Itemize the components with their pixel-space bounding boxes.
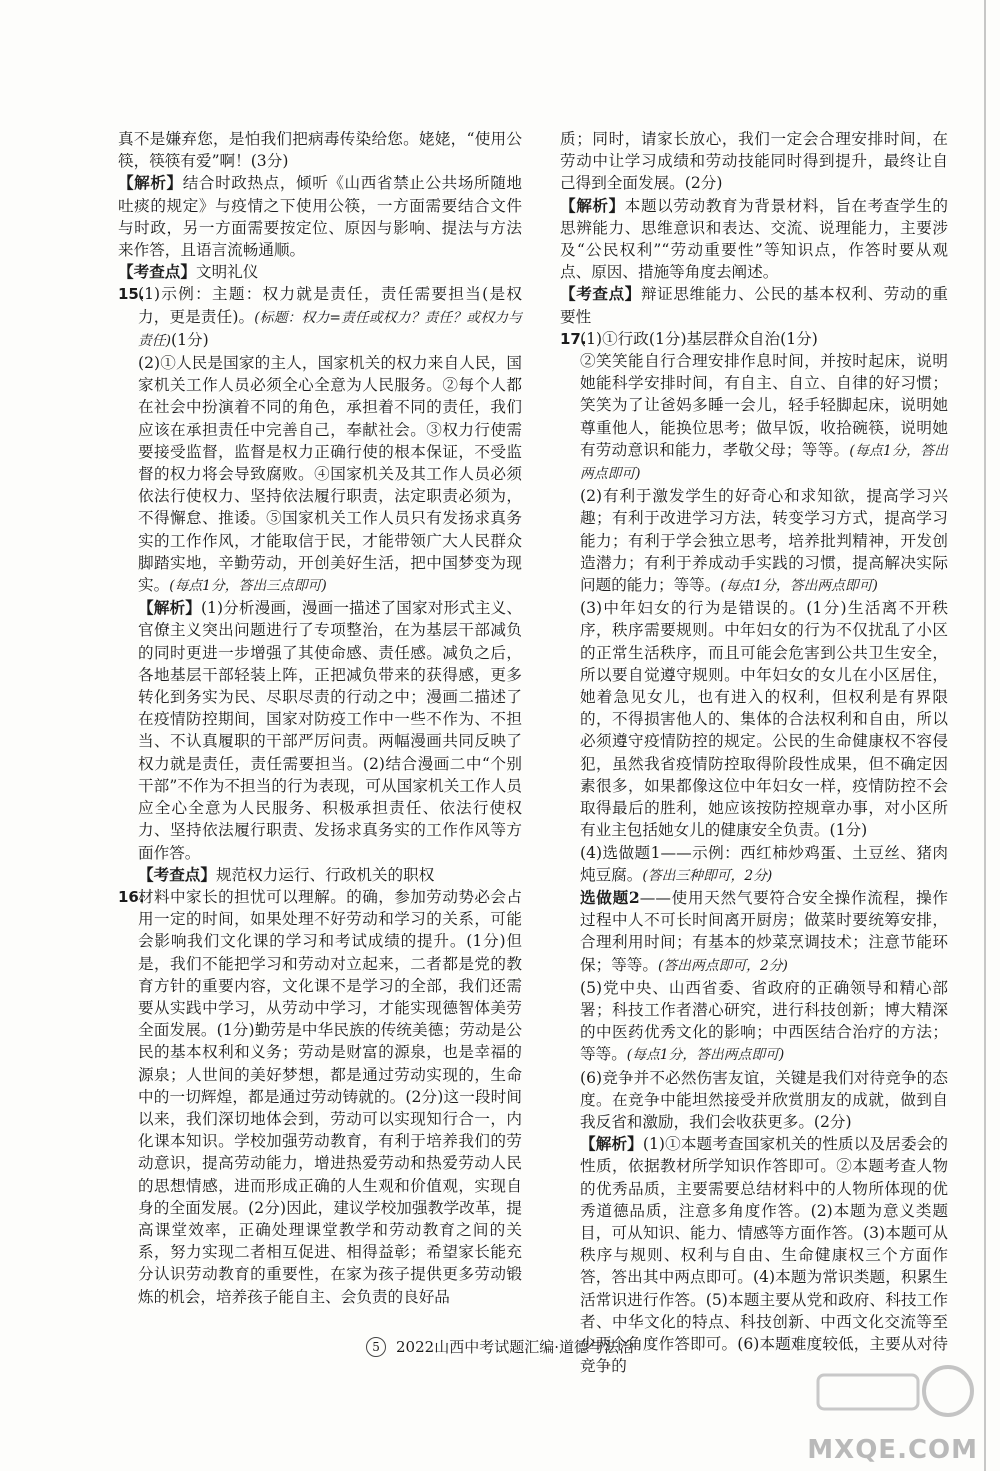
q16-answer-tail: 质；同时，请家长放心，我们一定会合理安排时间，在劳动中让学习成绩和劳动技能同时得到提升，最终让自己得到全面发展。(2分) <box>560 130 948 193</box>
option2-label: 选做题2 <box>580 887 640 907</box>
q17-part6: (6)竞争并不必然伤害友谊，关键是我们对待竞争的态度。在竞争中能坦然接受并欣赏朋友的成就，做到自我反省和激励，我们会收获更多。(2分) <box>580 1068 948 1131</box>
right-column <box>560 128 948 1377</box>
q17-part4 <box>580 842 948 887</box>
page-edge-line <box>984 0 986 1471</box>
q17-part5 <box>580 977 948 1067</box>
page-number: 5 <box>366 1337 386 1357</box>
q14-answer-tail: 真不是嫌弃您，是怕我们把病毒传染给您。姥姥，“使用公筷，筷筷有爱”啊！(3分) <box>118 130 522 171</box>
q16-answer: 材料中家长的担忧可以理解。的确，参加劳动势必会占用一定的时间，如果处理不好劳动和学习的关系，可能会影响我们文化课的学习和考试成绩的提升。(1分)但是，我们不能把学习和劳动对立起来，二者都是党的教育方针的重要内容，文化课不是学习的全部，我们还需要从实践中学习，从劳动中学习，才能实现德智体美劳全面发展。(1分)勤劳是中华民族的传统美德；劳动是公民的基本权利和义务；劳动是财富的源泉，也是幸福的源泉；人世间的美好梦想，都是通过劳动实现的，生命中的一切辉煌，都是通过劳动铸就的。(2分)这一段时间以来，我们深切地体会到，劳动可以实现知行合一，内化课本知识。学校加强劳动教育，有利于培养我们的劳动意识，提高劳动能力，增进热爱劳动和热爱劳动人民的思想情感，进而形成正确的人生观和价值观，实现自身的全面发展。(2分)因此，建议学校加强教学改革，提高课堂效率，正确处理课堂教学和劳动教育之间的关系，努力实现二者相互促进、相得益彰；希望家长能充分认识劳动教育的重要性，在家为孩子提供更多劳动锻炼的机会，培养孩子能自主、会负责的良好品 <box>138 887 522 1306</box>
question-17 <box>560 328 948 1378</box>
q17-part5-text: (5)党中央、山西省委、省政府的正确领导和精心部署；科技工作者潜心研究，进行科技创新；博大精深的中医药优秀文化的影响；中西医结合治疗的方法；等等。 <box>580 978 948 1064</box>
q15-analysis <box>138 597 522 863</box>
analysis-tag: 【解析】 <box>560 195 625 215</box>
left-column <box>118 128 522 1308</box>
q17-part4-text: (4)选做题1——示例：西红柿炒鸡蛋、土豆丝、猪肉炖豆腐。 <box>580 843 948 884</box>
q15-part2-note: (每点1分，答出三点即可) <box>169 578 327 595</box>
q17-part5-note: (每点1分，答出两点即可) <box>626 1047 785 1064</box>
q15-part1 <box>138 283 522 352</box>
question-number: 15. <box>118 285 145 304</box>
q14-analysis <box>118 172 522 261</box>
analysis-text: 本题以劳动教育为背景材料，旨在考查学生的思辨能力、思维意识和表达、交流、说理能力，主要涉及“公民权利”“劳动重要性”等知识点，作答时要从观点、原因、措施等角度去阐述。 <box>560 196 948 282</box>
question-number: 17. <box>560 329 587 348</box>
analysis-tag: 【解析】 <box>118 173 183 193</box>
question-15 <box>118 283 522 885</box>
q17-part4b-text: ——使用天然气要符合安全操作流程，操作过程中人不可长时间离开厨房；做菜时要统筹安排，合理利用时间；有基本的炒菜烹调技术；注意节能环保；等等。 <box>580 888 948 974</box>
q15-knowledge-point <box>138 864 522 886</box>
q15-part1-score: (1分) <box>170 330 209 349</box>
q15-part2-text: (2)①人民是国家的主人，国家机关的权力来自人民，国家机关工作人员必须全心全意为人民服务。②每个人都在社会中扮演着不同的角色，承担着不同的责任，我们应该在承担责任中完善自己，奉献社会。③权力行使需要接受监督，监督是权力正确行使的根本保证，不受监督的权力将会导致腐败。④国家机关及其工作人员必须依法行使权力、坚持依法履行职责，法定职责必须为，不得懈怠、推诿。⑤国家机关工作人员只有发扬求真务实的工作作风，才能取信于民，才能带领广大人民群众脚踏实地，辛勤劳动，开创美好生活，把中国梦变为现实。 <box>138 354 522 595</box>
analysis-text: (1)分析漫画，漫画一描述了国家对形式主义、官僚主义突出问题进行了专项整治，在为基层干部减负的同时更进一步增强了其使命感、责任感。减负之后，各地基层干部轻装上阵，正把减负带来的获得感，更多转化到务实为民、尽职尽责的行动之中；漫画二描述了在疫情防控期间，国家对防疫工作中一些不作为、不担当、不认真履职的干部严厉问责。两幅漫画共同反映了权力就是责任，责任需要担当。(2)结合漫画二中“个别干部”不作为不担当的行为表现，可从国家机关工作人员应全心全意为人民服务、积极承担责任、依法行使权力、坚持依法履行职责、发扬求真务实的工作作风等方面作答。 <box>138 599 522 862</box>
point-text: 文明礼仪 <box>195 263 259 282</box>
q17-part2-text: (2)有利于激发学生的好奇心和求知欲，提高学习兴趣；有利于改进学习方法，转变学习方式，提高学习能力；有利于学会独立思考，培养批判精神，开发创造潜力；有利于养成动手实践的习惯，提高解决实际问题的能力；等等。 <box>580 487 948 595</box>
point-tag: 【考查点】 <box>118 262 196 282</box>
q16-knowledge-point <box>560 283 948 327</box>
footer-title: 2022山西中考试题汇编·道德与法治 <box>396 1338 634 1356</box>
q17-part4b-note: (答出两点即可，2分) <box>657 957 788 974</box>
q15-part1-note: (标题：权力=责任或权力？责任？或权力与责任) <box>138 309 522 349</box>
point-tag: 【考查点】 <box>560 284 641 304</box>
q17-part2-note: (每点1分，答出两点即可) <box>720 578 878 595</box>
point-text: 辩证思维能力、公民的基本权利、劳动的重要性 <box>560 285 948 326</box>
q17-part1b-text: ②笑笑能自行合理安排作息时间，并按时起床，说明她能科学安排时间，有自主、自立、自律的好习惯；笑笑为了让爸妈多睡一会儿，轻手轻脚起床，说明她尊重他人，能换位思考；做早饭，收拾碗筷，说明她有劳动意识和能力，孝敬父母；等等。 <box>580 352 948 459</box>
analysis-text: 结合时政热点，倾听《山西省禁止公共场所随地吐痰的规定》与疫情之下使用公筷，一方面需要结合文件与时政，另一方面需要按定位、原因与影响、提法与方法来作答，且语言流畅通顺。 <box>118 174 522 260</box>
watermark-site: MXQE.COM <box>807 1435 978 1465</box>
question-16 <box>118 886 522 1308</box>
analysis-text: (1)①本题考查国家机关的性质以及居委会的性质，依据教材所学知识作答即可。②本题考查人物的优秀品质，主要需要总结材料中的人物所体现的优秀道德品质，注意多角度作答。(2)本题为意义类题目，可从知识、能力、情感等方面作答。(3)本题可从秩序与规则、权利与自由、生命健康权三个方面作答，答出其中两点即可。(4)本题为常识类题，积累生活常识进行作答。(5)本题主要从党和政府、科技工作者、中华文化的特点、科技创新、中西文化交流等至少两个角度作答即可。(6)本题难度较低，主要从对待竞争的 <box>580 1135 948 1376</box>
q17-part1b-note: (每点1分，答出两点即可) <box>580 442 948 483</box>
q15-part1-text: (1)示例：主题：权力就是责任，责任需要担当(是权力，更是责任)。 <box>138 285 522 326</box>
q17-part1a: (1)①行政(1分)基层群众自治(1分) <box>580 329 818 348</box>
point-tag: 【考查点】 <box>138 864 216 884</box>
q17-part3: (3)中年妇女的行为是错误的。(1分)生活离不开秩序，秩序需要规则。中年妇女的行为不仅扰乱了小区的正常生活秩序，而且可能会危害到公共卫生安全，所以要自觉遵守规则。中年妇女的女儿在小区居住，她着急见女儿，也有进入的权利，但权利是有界限的，不得损害他人的、集体的合法权利和自由，所以必须遵守疫情防控的规定。公民的生命健康权不容侵犯，虽然我省疫情防控取得阶段性成果，但不确定因素很多，如果都像这位中年妇女一样，疫情防控不会取得最后的胜利，她应该按防控规章办事，对小区所有业主包括她女儿的健康安全负责。(1分) <box>580 599 948 840</box>
q15-part2 <box>138 352 522 597</box>
q14-knowledge-point <box>118 261 522 283</box>
q17-part4b <box>580 887 948 977</box>
q17-part4-note: (答出三种即可，2分) <box>642 867 773 884</box>
q16-analysis <box>560 195 948 284</box>
q17-part1b <box>580 350 948 485</box>
analysis-tag: 【解析】 <box>138 598 201 618</box>
question-number: 16. <box>118 887 145 906</box>
point-text: 规范权力运行、行政机关的职权 <box>215 865 435 884</box>
q17-part2 <box>580 485 948 597</box>
analysis-tag: 【解析】 <box>580 1134 643 1154</box>
